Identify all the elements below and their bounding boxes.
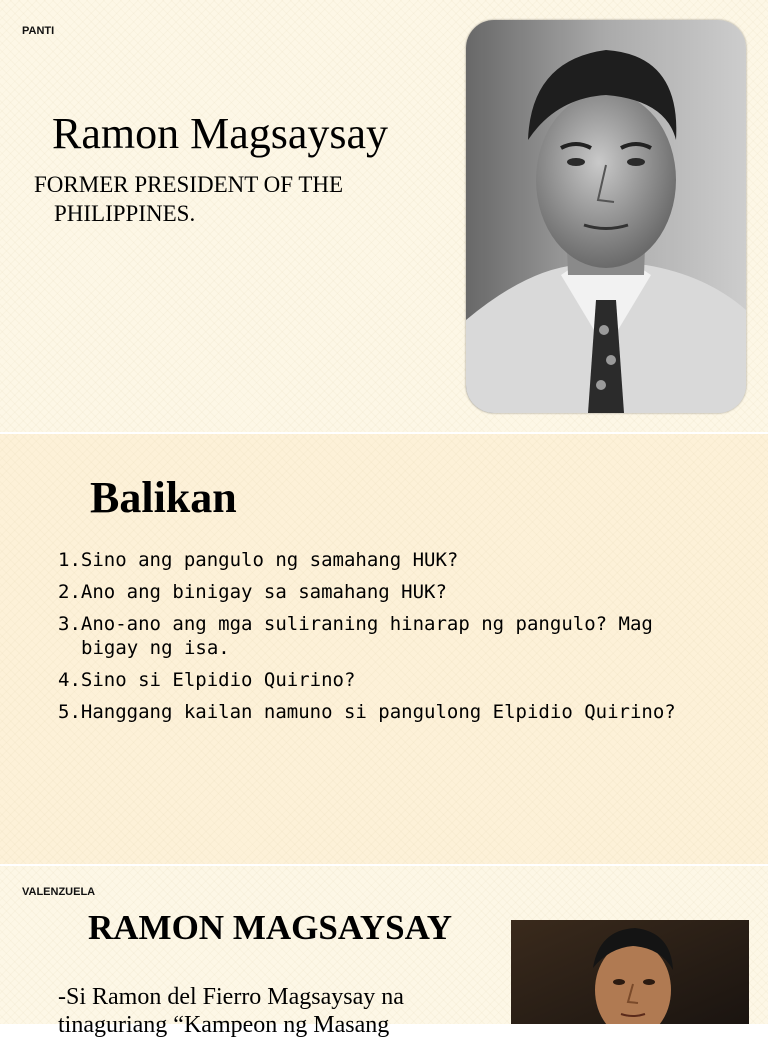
painted-portrait-icon	[511, 920, 749, 1024]
slide-subtitle: FORMER PRESIDENT OF THE PHILIPPINES.	[34, 172, 344, 226]
slide-tag: VALENZUELA	[22, 886, 96, 898]
portrait-photo-icon	[466, 20, 746, 413]
slide-title: RAMON MAGSAYSAY	[88, 908, 452, 947]
list-item: 4.Sino si Elpidio Quirino?	[58, 669, 356, 691]
portrait-photo	[466, 20, 746, 413]
slide-1	[0, 0, 768, 432]
slide-body-text: -Si Ramon del Fierro Magsaysay na tinaguriang “Kampeon ng Masang	[58, 984, 404, 1038]
list-item: 2.Ano ang binigay sa samahang HUK?	[58, 581, 447, 603]
list-item: 5.Hanggang kailan namuno si pangulong Elpidio Quirino?	[58, 701, 676, 723]
slide-title: Ramon Magsaysay	[52, 109, 389, 158]
question-list	[58, 548, 718, 732]
list-item: 3.Ano-ano ang mga suliraning hinarap ng pangulo? Mag bigay ng isa.	[58, 613, 653, 659]
slide-tag: PANTI	[22, 25, 55, 37]
list-item: 1.Sino ang pangulo ng samahang HUK?	[58, 549, 459, 571]
painted-portrait	[511, 920, 749, 1024]
slide-title: Balikan	[90, 473, 237, 522]
